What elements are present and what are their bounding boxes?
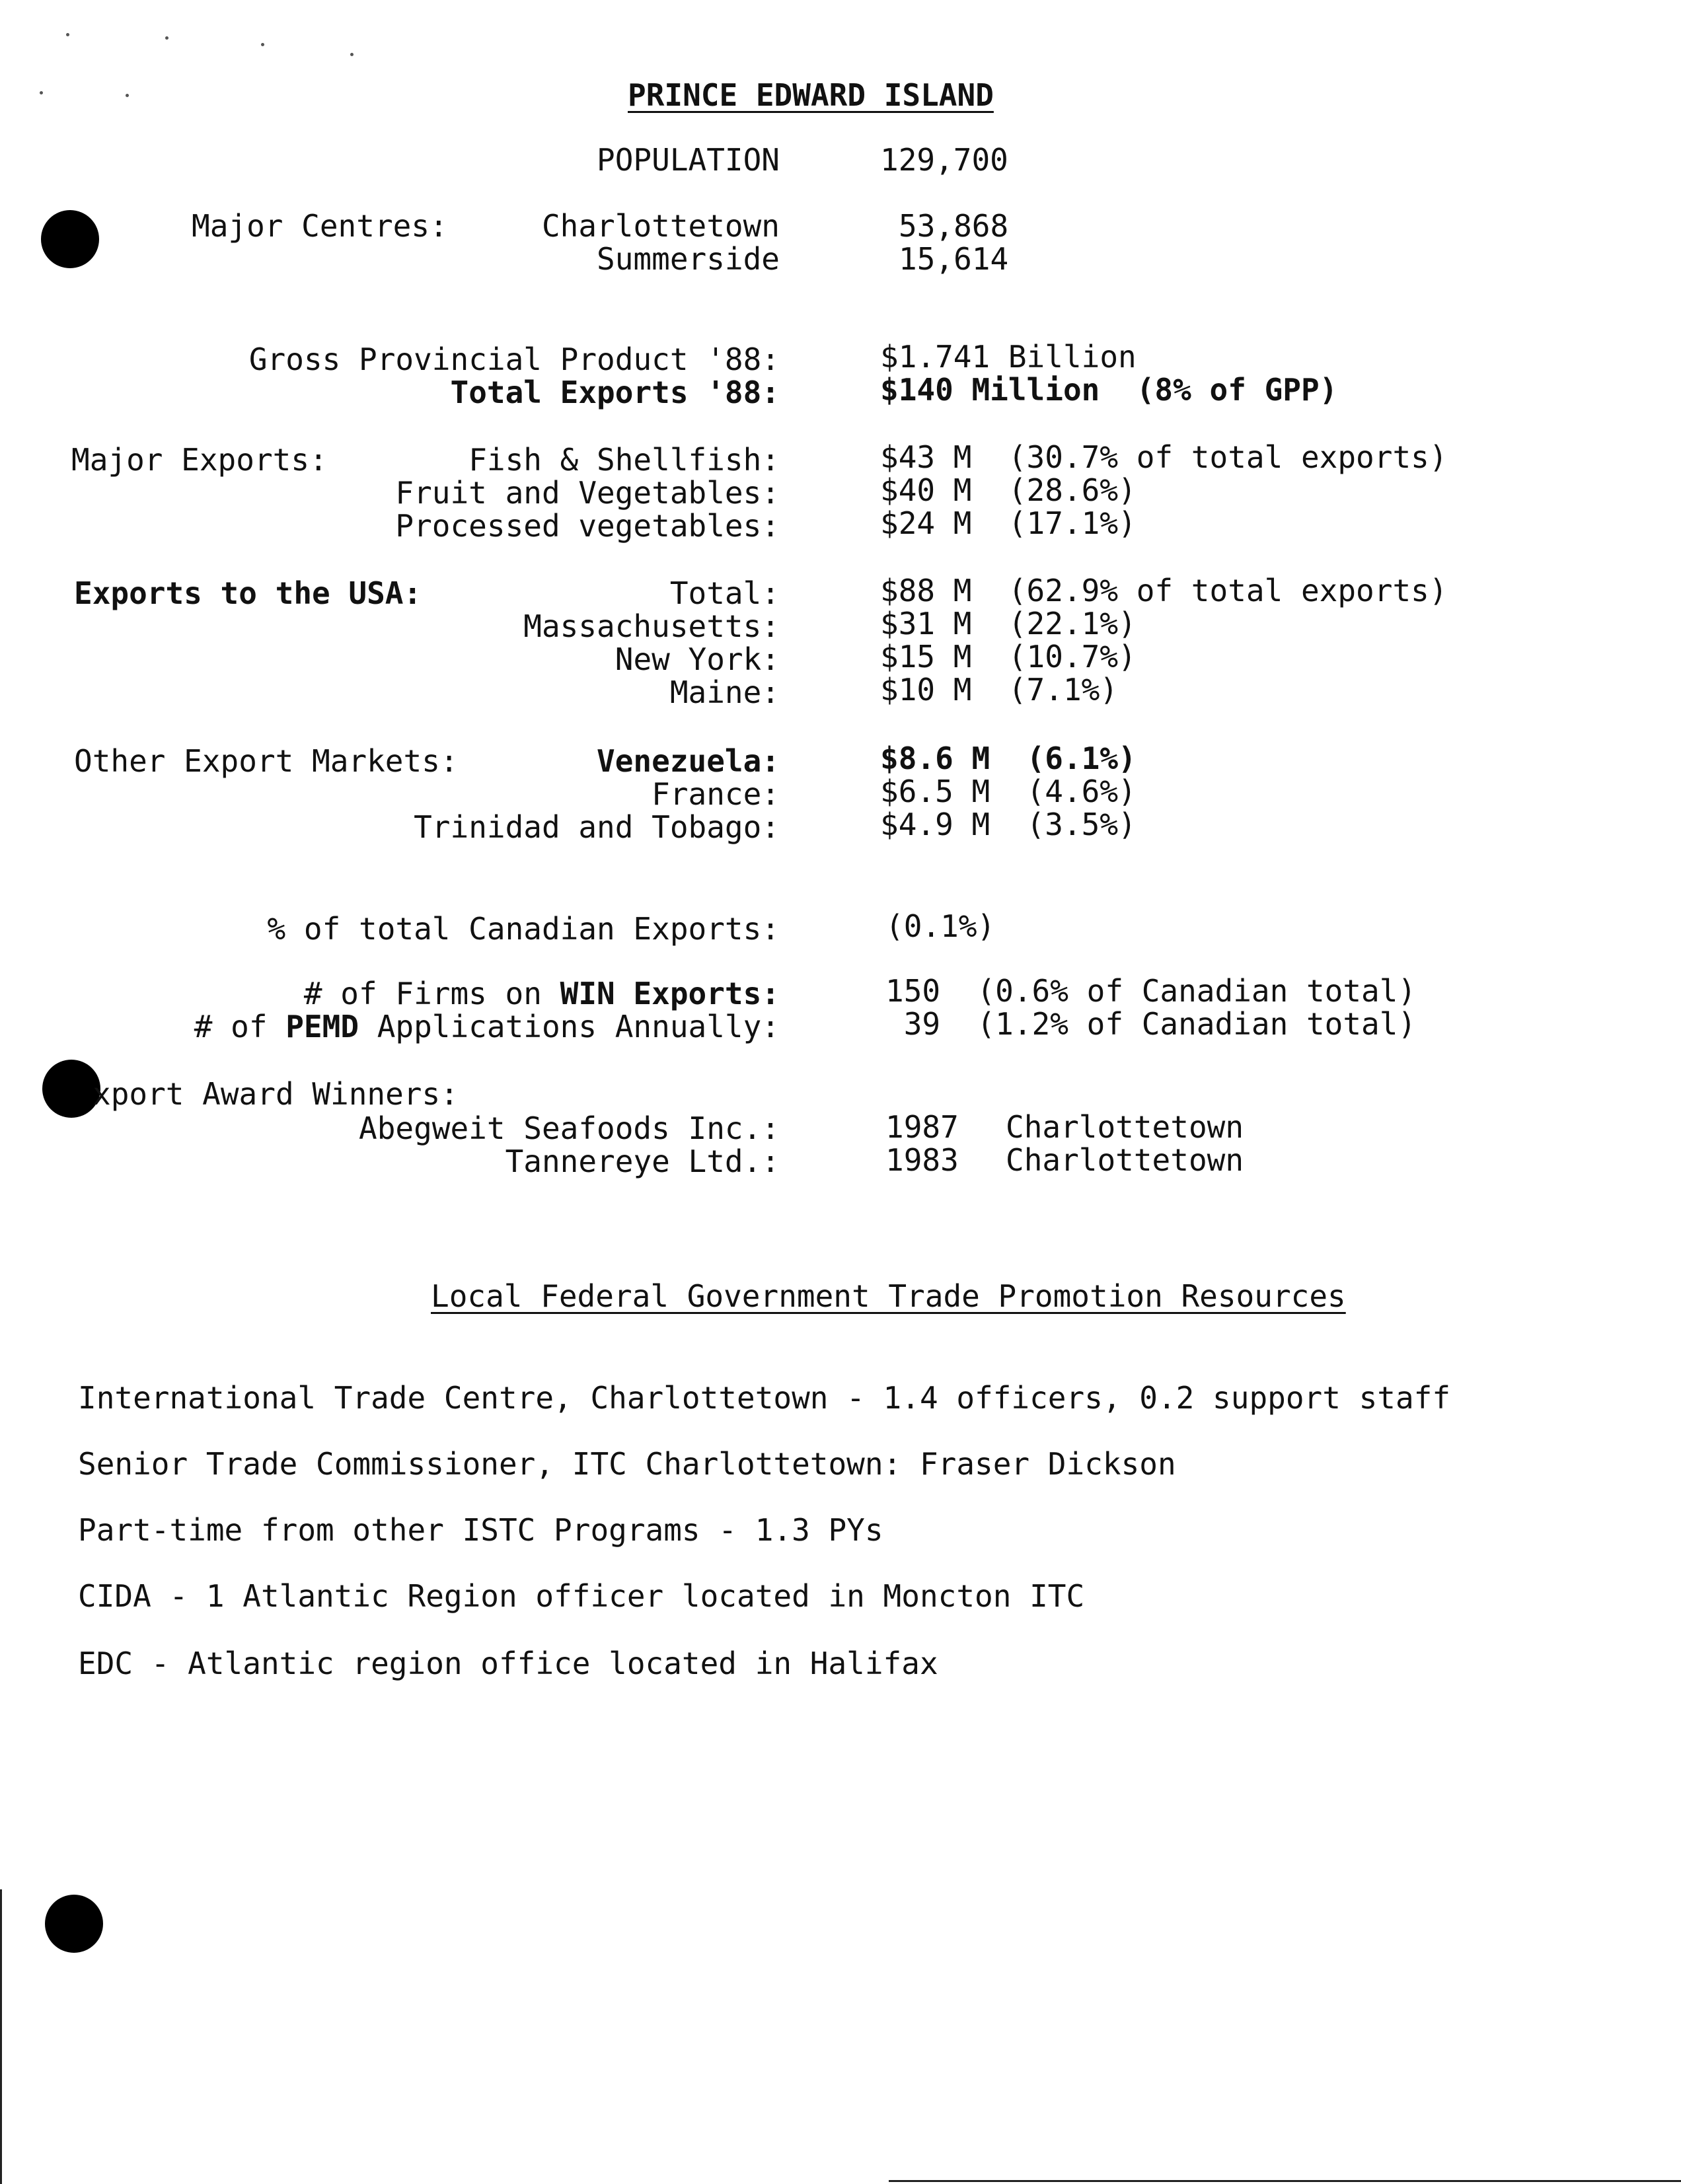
centre-value: 53,868 bbox=[899, 208, 1009, 244]
other-market-name: Venezuela: bbox=[597, 743, 780, 779]
award-winner-place: Charlottetown bbox=[1006, 1109, 1244, 1145]
other-market-name: France: bbox=[652, 776, 780, 812]
canadian-share-label: % of total Canadian Exports: bbox=[267, 911, 780, 947]
punch-hole-top bbox=[41, 210, 99, 268]
scan-speck bbox=[126, 94, 129, 97]
total-exports-value: $140 Million (8% of GPP) bbox=[880, 372, 1338, 408]
win-firms-label-bold: WIN Exports: bbox=[560, 976, 780, 1011]
major-export-value: $43 M (30.7% of total exports) bbox=[880, 439, 1448, 475]
major-export-value: $40 M (28.6%) bbox=[880, 472, 1137, 508]
major-export-name: Fish & Shellfish: bbox=[468, 442, 780, 478]
total-exports-label: Total Exports '88: bbox=[450, 375, 780, 410]
resource-line: EDC - Atlantic region office located in Halifax bbox=[78, 1646, 938, 1681]
scan-speck bbox=[165, 36, 168, 40]
awards-label: xport Award Winners: bbox=[93, 1076, 459, 1112]
major-exports-label: Major Exports: bbox=[71, 442, 328, 478]
resource-line: Part-time from other ISTC Programs - 1.3 PYs bbox=[78, 1512, 883, 1548]
other-market-name: Trinidad and Tobago: bbox=[414, 809, 780, 845]
scan-speck bbox=[350, 53, 354, 56]
punch-hole-middle bbox=[42, 1060, 100, 1118]
pemd-label bbox=[194, 1009, 780, 1044]
win-firms-label-text: # of Firms on bbox=[303, 976, 560, 1011]
award-winner-name: Tannereye Ltd.: bbox=[505, 1144, 780, 1179]
other-market-value: $4.9 M (3.5%) bbox=[880, 807, 1137, 842]
punch-hole-bottom bbox=[45, 1895, 103, 1953]
win-firms-value: 150 (0.6% of Canadian total) bbox=[885, 973, 1417, 1009]
gpp-value: $1.741 Billion bbox=[880, 339, 1137, 375]
usa-export-name: Total: bbox=[669, 575, 780, 611]
major-export-value: $24 M (17.1%) bbox=[880, 505, 1137, 541]
major-export-name: Fruit and Vegetables: bbox=[395, 475, 780, 511]
usa-export-value: $15 M (10.7%) bbox=[880, 639, 1137, 674]
resource-line: CIDA - 1 Atlantic Region officer located in Moncton ITC bbox=[78, 1578, 1085, 1614]
other-markets-label: Other Export Markets: bbox=[74, 743, 459, 779]
usa-export-value: $31 M (22.1%) bbox=[880, 606, 1137, 641]
canadian-share-value: (0.1%) bbox=[885, 908, 996, 944]
pemd-label-bold: PEMD bbox=[285, 1009, 359, 1044]
population-label: POPULATION bbox=[597, 142, 780, 178]
usa-export-value: $10 M (7.1%) bbox=[880, 672, 1119, 708]
scan-speck bbox=[66, 33, 69, 36]
usa-export-value: $88 M (62.9% of total exports) bbox=[880, 573, 1448, 608]
centres-label: Major Centres: bbox=[192, 208, 448, 244]
resources-heading: Local Federal Government Trade Promotion Resources bbox=[431, 1278, 1346, 1314]
centre-value: 15,614 bbox=[899, 241, 1009, 277]
gpp-label: Gross Provincial Product '88: bbox=[248, 342, 780, 377]
usa-export-name: New York: bbox=[615, 641, 780, 677]
pemd-label-text: # of bbox=[194, 1009, 286, 1044]
scan-speck bbox=[40, 91, 43, 94]
award-winner-name: Abegweit Seafoods Inc.: bbox=[359, 1110, 780, 1146]
win-firms-label bbox=[304, 976, 780, 1011]
award-winner-place: Charlottetown bbox=[1006, 1142, 1244, 1178]
population-value: 129,700 bbox=[880, 142, 1008, 178]
other-market-value: $8.6 M (6.1%) bbox=[880, 741, 1137, 776]
usa-exports-label: Exports to the USA: bbox=[74, 575, 422, 611]
page-title: PRINCE EDWARD ISLAND bbox=[628, 77, 994, 113]
other-market-value: $6.5 M (4.6%) bbox=[880, 774, 1137, 809]
scan-edge-left bbox=[0, 1889, 2, 2184]
scan-speck bbox=[261, 43, 264, 46]
usa-export-name: Massachusetts: bbox=[523, 608, 780, 644]
pemd-value: 39 (1.2% of Canadian total) bbox=[885, 1006, 1417, 1042]
pemd-label-text-post: Applications Annually: bbox=[359, 1009, 780, 1044]
usa-export-name: Maine: bbox=[669, 674, 780, 710]
resource-line: Senior Trade Commissioner, ITC Charlottetown: Fraser Dickson bbox=[78, 1446, 1176, 1482]
award-winner-year: 1987 bbox=[885, 1109, 959, 1145]
centre-name: Summerside bbox=[597, 241, 780, 277]
award-winner-year: 1983 bbox=[885, 1142, 959, 1178]
centre-name: Charlottetown bbox=[541, 208, 780, 244]
major-export-name: Processed vegetables: bbox=[395, 508, 780, 544]
scan-edge-bottom bbox=[889, 2180, 1681, 2182]
resource-line: International Trade Centre, Charlottetown - 1.4 officers, 0.2 support staff bbox=[78, 1380, 1451, 1416]
